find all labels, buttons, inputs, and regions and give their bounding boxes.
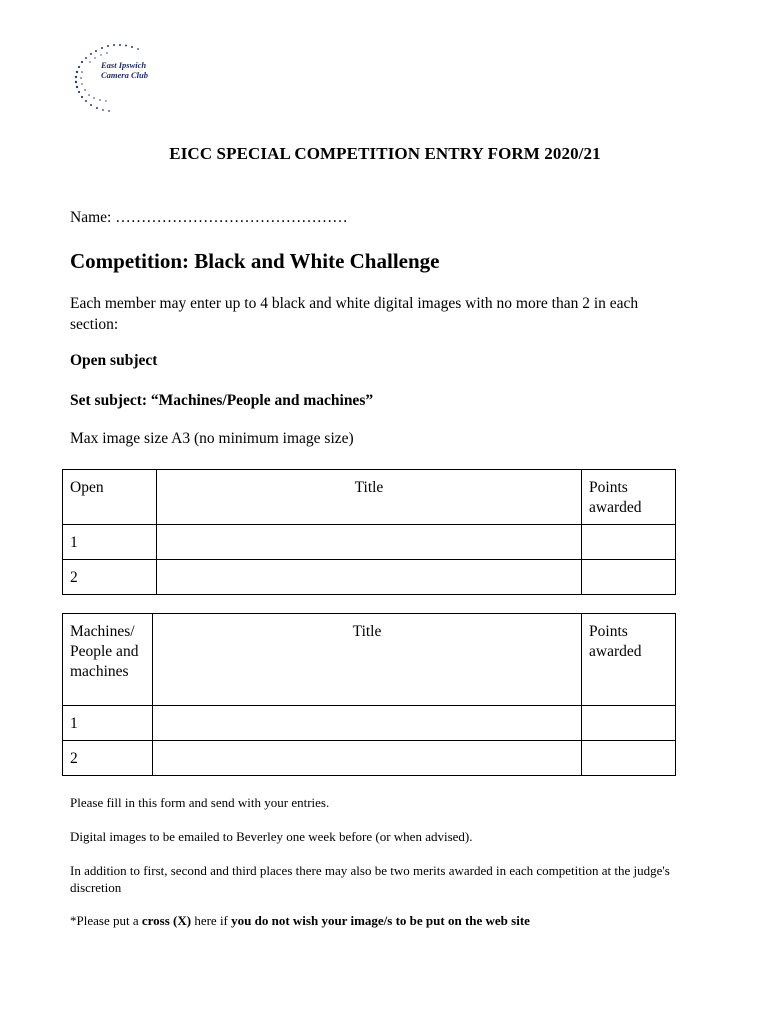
title-cell[interactable]	[152, 706, 581, 741]
table-row	[63, 706, 676, 741]
consent-cross: cross (X)	[141, 913, 192, 928]
points-cell[interactable]	[582, 525, 676, 560]
title-cell[interactable]	[156, 525, 581, 560]
consent-prefix: *Please put a	[70, 913, 142, 928]
club-logo	[68, 40, 158, 116]
open-subject-label: Open subject	[70, 352, 158, 369]
table-row	[63, 741, 676, 776]
page-title: EICC SPECIAL COMPETITION ENTRY FORM 2020/21	[169, 144, 601, 163]
table-row	[63, 560, 676, 595]
points-cell[interactable]	[582, 706, 676, 741]
title-cell[interactable]	[152, 741, 581, 776]
row-number: 1	[63, 525, 157, 560]
title-header: Title	[156, 470, 581, 525]
table-row	[63, 525, 676, 560]
row-number: 1	[63, 706, 153, 741]
row-number: 2	[63, 560, 157, 595]
points-cell[interactable]	[582, 741, 676, 776]
set-subject-label: Set subject: “Machines/People and machines”	[70, 392, 374, 409]
consent-mid: here if	[191, 913, 232, 928]
section-label: Open	[63, 470, 157, 525]
section-label: Machines/ People and machines	[63, 614, 153, 706]
competition-heading: Competition: Black and White Challenge	[70, 249, 440, 273]
logo-text: East Ipswich Camera Club	[101, 60, 148, 80]
fill-instruction: Please fill in this form and send with your entries.	[70, 795, 330, 810]
web-consent-note[interactable]	[70, 912, 690, 929]
title-cell[interactable]	[156, 560, 581, 595]
intro-paragraph: Each member may enter up to 4 black and white digital images with no more than 2 in each section:	[70, 295, 639, 333]
merits-note: In addition to first, second and third places there may also be two merits awarded in each competition at the judge's discretion	[70, 863, 670, 895]
title-header: Title	[152, 614, 581, 706]
row-number: 2	[63, 741, 153, 776]
open-entry-table	[62, 469, 676, 595]
table-header-row	[63, 614, 676, 706]
table-header-row	[63, 470, 676, 525]
consent-statement: you do not wish your image/s to be put on the web site	[231, 913, 530, 928]
email-instruction: Digital images to be emailed to Beverley one week before (or when advised).	[70, 829, 473, 844]
name-field[interactable]: Name: ………………………………………	[70, 209, 348, 226]
max-size-text: Max image size A3 (no minimum image size)	[70, 430, 354, 447]
machines-entry-table	[62, 613, 676, 776]
points-header: Points awarded	[582, 470, 676, 525]
points-cell[interactable]	[582, 560, 676, 595]
points-header: Points awarded	[582, 614, 676, 706]
